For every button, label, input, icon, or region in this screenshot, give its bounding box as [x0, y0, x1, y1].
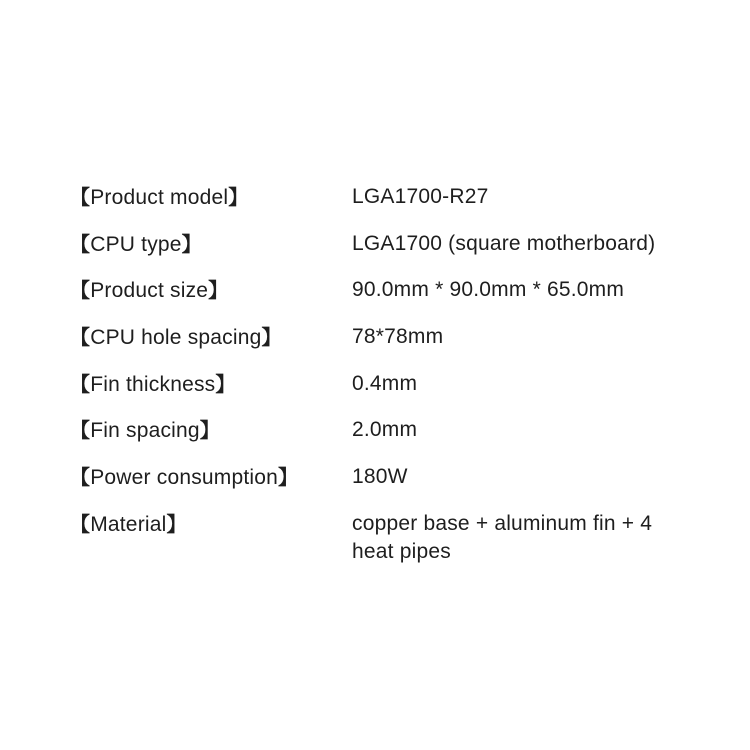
- spec-row-power-consumption: [70, 463, 690, 510]
- spec-value: 78*78mm: [352, 325, 444, 349]
- spec-row-cpu-hole-spacing: [70, 323, 690, 370]
- spec-row-cpu-type: [70, 230, 690, 277]
- spec-value: 0.4mm: [352, 371, 418, 395]
- spec-label-text: Material: [90, 512, 167, 536]
- spec-row-fin-spacing: [70, 416, 690, 463]
- spec-label-text: Product model: [90, 186, 229, 209]
- spec-row-product-model: [70, 183, 690, 230]
- spec-label-text: Power consumption: [90, 466, 279, 490]
- spec-value: LGA1700 (square motherboard): [352, 231, 656, 255]
- open-bracket: 【: [70, 371, 91, 396]
- spec-label: [70, 276, 352, 305]
- spec-label: [70, 416, 352, 445]
- open-bracket: 【: [70, 325, 91, 350]
- spec-label: [70, 510, 352, 539]
- spec-row-material: [70, 510, 690, 580]
- spec-label: [70, 230, 352, 259]
- open-bracket: 【: [70, 465, 91, 490]
- open-bracket: 【: [70, 511, 91, 536]
- spec-value: 2.0mm: [352, 418, 418, 442]
- close-bracket: 】: [228, 185, 249, 209]
- spec-label-text: CPU hole spacing: [90, 326, 262, 350]
- close-bracket: 】: [278, 465, 299, 490]
- close-bracket: 】: [166, 511, 187, 536]
- spec-label: [70, 463, 352, 492]
- spec-label: [70, 323, 352, 352]
- open-bracket: 【: [70, 278, 91, 303]
- close-bracket: 】: [215, 371, 236, 396]
- close-bracket: 】: [199, 418, 220, 443]
- close-bracket: 】: [208, 278, 229, 303]
- open-bracket: 【: [70, 418, 91, 443]
- close-bracket: 】: [181, 231, 202, 256]
- spec-label: [70, 183, 352, 212]
- spec-row-fin-thickness: [70, 370, 690, 417]
- open-bracket: 【: [70, 185, 91, 209]
- open-bracket: 【: [70, 231, 91, 256]
- spec-value: 180W: [352, 465, 408, 489]
- spec-label-text: Fin spacing: [90, 419, 200, 443]
- close-bracket: 】: [261, 325, 282, 350]
- spec-label: [70, 370, 352, 399]
- spec-table: [70, 183, 690, 580]
- spec-value: LGA1700-R27: [352, 185, 489, 208]
- spec-value: 90.0mm * 90.0mm * 65.0mm: [352, 278, 625, 302]
- spec-row-product-size: [70, 276, 690, 323]
- spec-label-text: CPU type: [90, 232, 182, 256]
- spec-label-text: Product size: [90, 279, 209, 303]
- spec-label-text: Fin thickness: [90, 372, 216, 396]
- spec-value: copper base + aluminum fin + 4 heat pipes: [352, 511, 653, 563]
